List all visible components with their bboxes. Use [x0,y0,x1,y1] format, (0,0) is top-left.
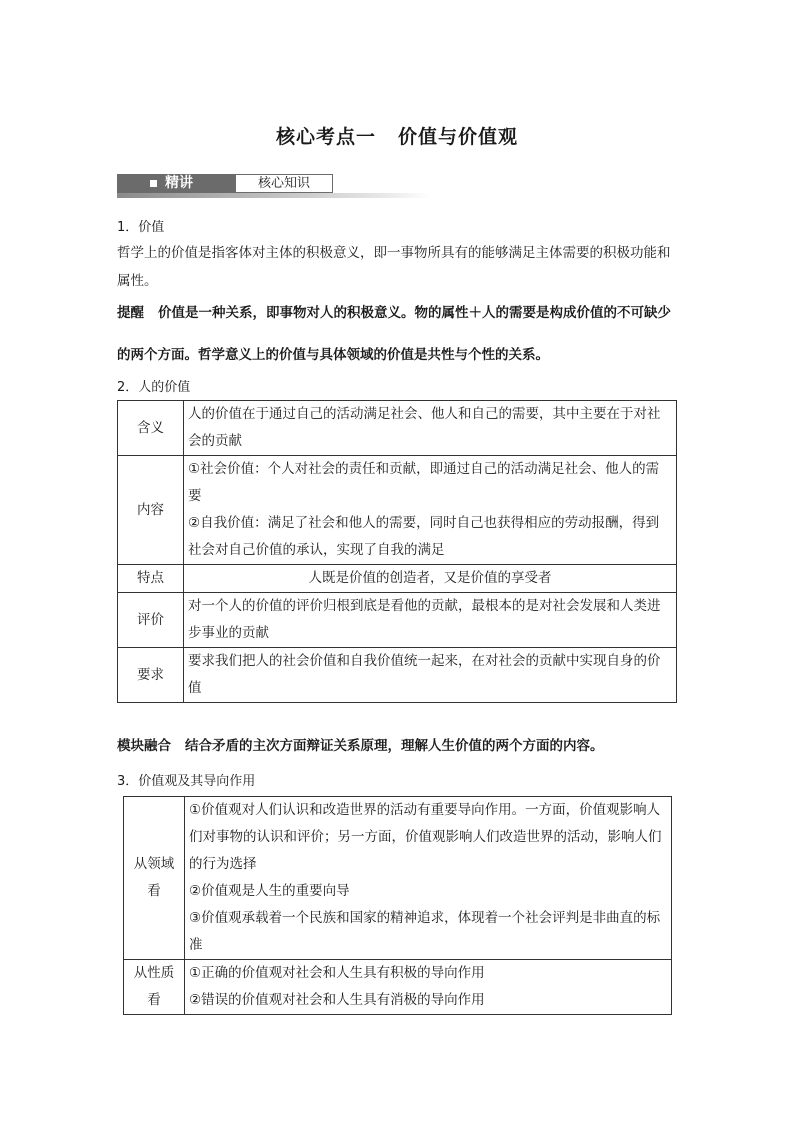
row-label: 评价 [118,593,184,648]
section3-heading: 3．价值观及其导向作用 [117,774,256,789]
title-part1: 核心考点一 [275,126,376,148]
table-row [118,401,677,456]
value-view-table [123,796,672,1015]
section2-heading: 2．人的价值 [117,380,191,395]
row-label: 从性质看 [124,960,185,1015]
row-content [184,456,677,565]
section1-heading: 1．价值 [117,220,165,235]
banner-sub-tab: 核心知识 [235,174,333,193]
section1-tip [117,292,683,376]
table-row [124,797,672,960]
table-row [118,593,677,648]
module-text: 结合矛盾的主次方面辩证关系原理，理解人生价值的两个方面的内容。 [185,738,604,754]
table-row [118,648,677,703]
content-line: ②价值观是人生的重要向导 [189,883,350,899]
row-label: 要求 [118,648,184,703]
content-line: ①社会价值：个人对社会的责任和贡献，即通过自己的活动满足社会、他人的需要 [188,461,660,504]
banner-main-label: 精讲 [165,175,193,191]
row-content [185,960,672,1015]
banner-gradient-bar [117,193,431,198]
row-content [185,797,672,960]
page-title [0,122,794,149]
table-row [118,456,677,565]
section-banner [117,174,431,198]
row-content: 要求我们把人的社会价值和自我价值统一起来，在对社会的贡献中实现自身的价值 [184,648,677,703]
tip-label: 提醒 [117,305,144,321]
tip-text: 价值是一种关系，即事物对人的积极意义。物的属性＋人的需要是构成价值的不可缺少的两个方面。哲学意义上的价值与具体领域的价值是共性与个性的关系。 [117,305,671,363]
row-label: 从领域看 [124,797,185,960]
content-line: ①正确的价值观对社会和人生具有积极的导向作用 [189,965,485,981]
content-line: ①价值观对人们认识和改造世界的活动有重要导向作用。一方面，价值观影响人们对事物的认识和评价；另一方面，价值观影响人们改造世界的活动，影响人们的行为选择 [189,802,662,872]
section1-body: 哲学上的价值是指客体对主体的积极意义，即一事物所具有的能够满足主体需要的积极功能和属性。 [117,245,671,289]
row-label: 内容 [118,456,184,565]
human-value-table [117,400,677,703]
row-content: 人的价值在于通过自己的活动满足社会、他人和自己的需要，其中主要在于对社会的贡献 [184,401,677,456]
row-content: 人既是价值的创造者，又是价值的享受者 [184,565,677,593]
title-part2: 价值与价值观 [398,126,519,148]
table-row [124,960,672,1015]
banner-main-tab [117,174,235,193]
module-label: 模块融合 [117,738,171,754]
content-line: ②自我价值：满足了社会和他人的需要，同时自己也获得相应的劳动报酬，得到社会对自己价值的承认，实现了自我的满足 [188,515,660,558]
content-line: ②错误的价值观对社会和人生具有消极的导向作用 [189,992,485,1008]
square-bullet-icon [150,180,157,187]
row-content: 对一个人的价值的评价归根到底是看他的贡献，最根本的是对社会发展和人类进步事业的贡献 [184,593,677,648]
module-fusion-note [117,732,717,760]
content-line: ③价值观承载着一个民族和国家的精神追求，体现着一个社会评判是非曲直的标准 [189,910,661,953]
row-label: 特点 [118,565,184,593]
row-label: 含义 [118,401,184,456]
table-row [118,565,677,593]
